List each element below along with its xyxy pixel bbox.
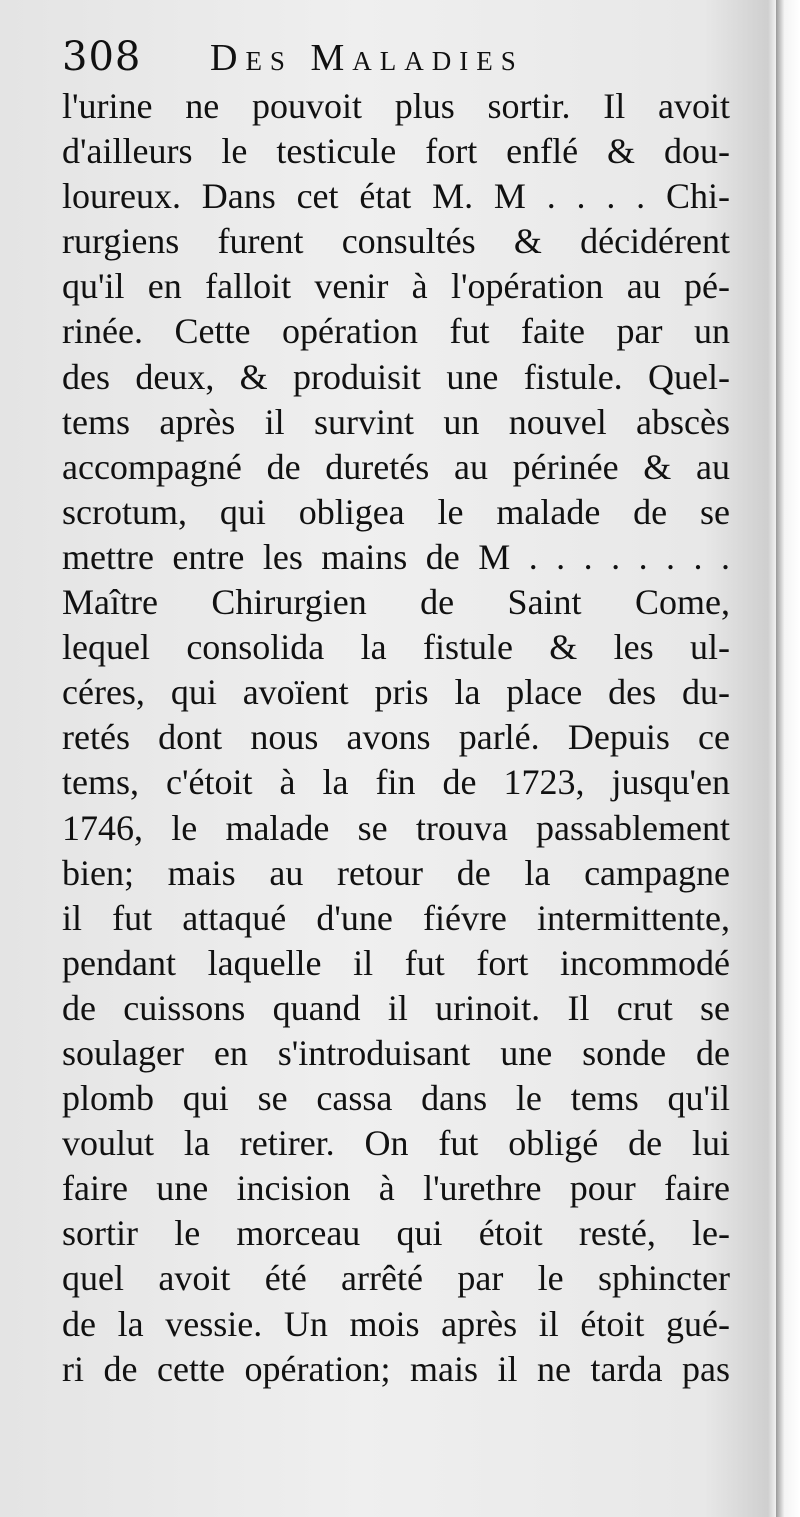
text-line: rinée. Cette opération fut faite par un	[62, 311, 730, 352]
text-line: scrotum, qui obligea le malade de se	[62, 491, 730, 532]
text-line: bien; mais au retour de la campagne	[62, 852, 730, 893]
text-line: voulut la retirer. On fut obligé de lui	[62, 1123, 730, 1164]
text-line: quel avoit été arrêté par le sphincter	[62, 1258, 730, 1299]
running-head: Des Maladies	[210, 37, 524, 79]
text-line: sortir le morceau qui étoit resté, le-	[62, 1213, 730, 1254]
text-line: l'urine ne pouvoit plus sortir. Il avoit	[62, 86, 730, 126]
text-line: plomb qui se cassa dans le tems qu'il	[62, 1078, 730, 1119]
text-line: soulager en s'introduisant une sonde de	[62, 1032, 730, 1073]
body-text	[62, 84, 730, 1392]
text-line: des deux, & produisit une fistule. Quel-	[62, 356, 730, 397]
text-line: Maître Chirurgien de Saint Come,	[62, 582, 730, 623]
page-edge	[776, 0, 800, 1517]
text-line: loureux. Dans cet état M. M . . . . Chi-	[62, 176, 730, 217]
text-line: d'ailleurs le testicule fort enflé & dou-	[62, 131, 730, 172]
page-number: 308	[62, 34, 142, 80]
page-header	[62, 30, 742, 90]
text-line: lequel consolida la fistule & les ul-	[62, 627, 730, 668]
text-line: tems après il survint un nouvel abscès	[62, 401, 730, 442]
text-line: qu'il en falloit venir à l'opération au pé-	[62, 266, 730, 307]
text-line: mettre entre les mains de M . . . . . . . .	[62, 536, 730, 577]
text-line: de cuissons quand il urinoit. Il crut se	[62, 987, 730, 1028]
text-line: céres, qui avoïent pris la place des du-	[62, 672, 730, 713]
text-line: tems, c'étoit à la fin de 1723, jusqu'en	[62, 762, 730, 803]
text-line: de la vessie. Un mois après il étoit gué-	[62, 1303, 730, 1344]
text-line: il fut attaqué d'une fiévre intermittente,	[62, 897, 730, 938]
text-line: 1746, le malade se trouva passablement	[62, 807, 730, 848]
text-line: accompagné de duretés au périnée & au	[62, 446, 730, 487]
text-line: ri de cette opération; mais il ne tarda pas	[62, 1348, 730, 1389]
text-line: retés dont nous avons parlé. Depuis ce	[62, 717, 730, 758]
text-line: pendant laquelle il fut fort incommodé	[62, 942, 730, 983]
text-line: faire une incision à l'urethre pour faire	[62, 1168, 730, 1209]
text-line: rurgiens furent consultés & décidérent	[62, 221, 730, 262]
